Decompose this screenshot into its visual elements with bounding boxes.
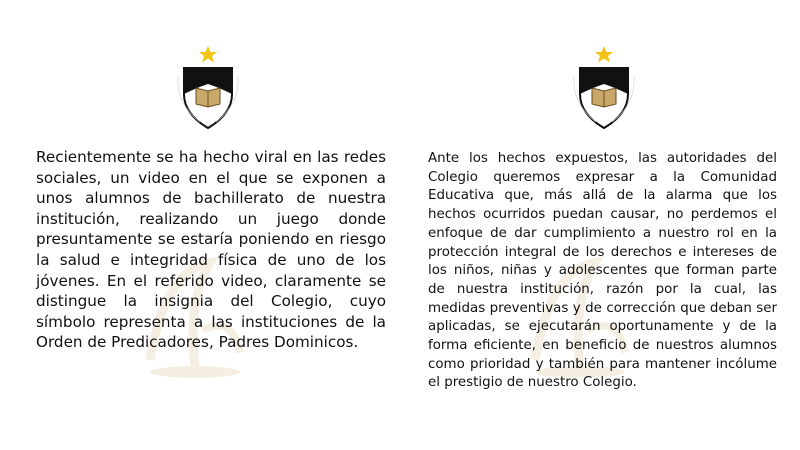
star-icon: [199, 46, 217, 63]
school-crest-icon: [170, 44, 246, 130]
paragraph-text: Recientemente se ha hecho viral en las redes sociales, un video en el que se exponen a unos alumnos de bachillerato de nuestra institución, realizando un juego donde presuntamente se estaría poniendo en riesgo la salud e integridad física de uno de los jóvenes. En el referido video, claramente se distingue la insignia del Colegio, cuyo símbolo representa a las instituciones de la Orden de Predicadores, Padres Dominicos.: [36, 148, 386, 352]
body-paragraph: [428, 150, 777, 393]
right-panel: [400, 0, 800, 450]
star-icon: [595, 46, 613, 63]
school-crest-icon: [566, 44, 642, 130]
body-paragraph: [36, 147, 386, 353]
paragraph-text: Ante los hechos expuestos, las autoridades del Colegio queremos expresar a la Comunidad Educativa que, más allá de la alarma que los hechos ocurridos puedan causar, no perdemos el enfoque de dar cumplimiento a nuestro rol en la protección integral de los derechos e intereses de los niños, niñas y adolescentes que forman parte de nuestra institución, razón por la cual, las medidas preventivas y de corrección que deban ser aplicadas, se ejecutarán oportunamente y de la forma eficiente, en beneficio de nuestros alumnos como prioridad y también para mantener incólume el prestigio de nuestro Colegio.: [428, 151, 777, 391]
